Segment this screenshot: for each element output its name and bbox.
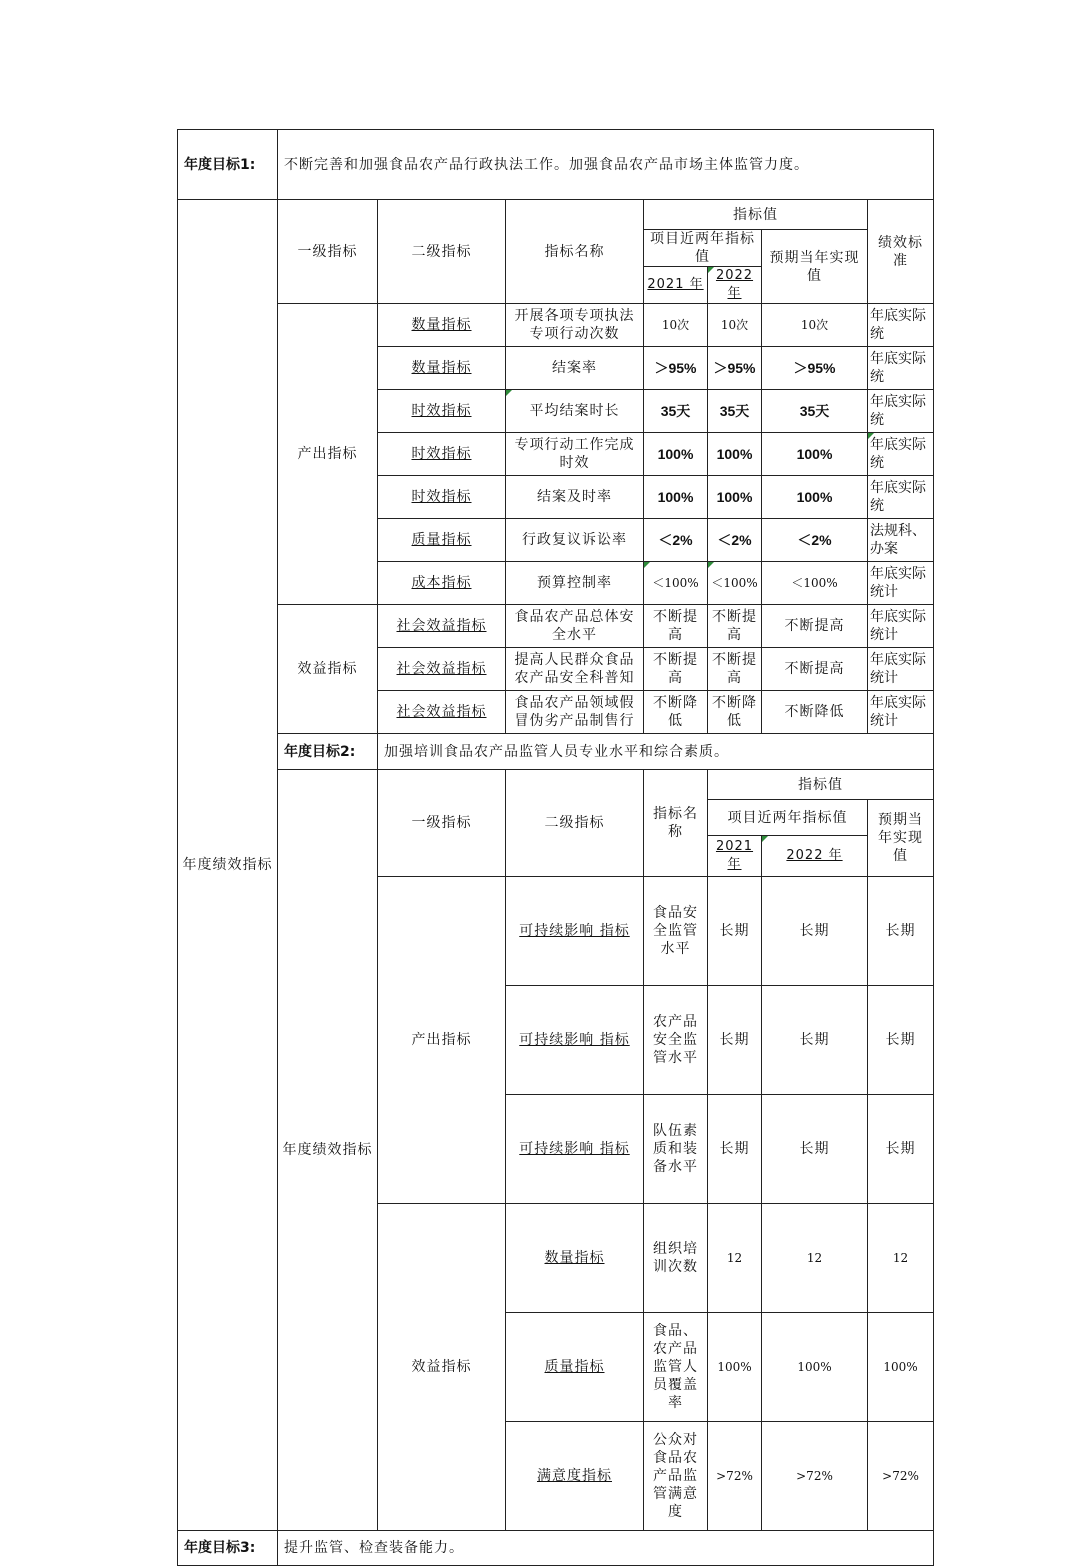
standard-cell: 法规科、办案 <box>868 519 934 562</box>
v2022-cell: 35天 <box>708 390 762 433</box>
block1-header-value: 指标值 <box>644 200 868 230</box>
block2-header-recent: 项目近两年指标值 <box>708 800 868 836</box>
name-cell: 专项行动工作完成时效 <box>506 433 644 476</box>
l2-cell: 可持续影响 指标 <box>506 877 644 986</box>
v2022-cell: 长期 <box>762 877 868 986</box>
l2-cell: 社会效益指标 <box>378 605 506 648</box>
name-cell: 结案及时率 <box>506 476 644 519</box>
block1-header-expected: 预期当年实现值 <box>762 230 868 304</box>
v2022-cell: 100% <box>762 1313 868 1422</box>
name-cell: 开展各项专项执法专项行动次数 <box>506 304 644 347</box>
expected-cell: 100% <box>868 1313 934 1422</box>
v2021-cell: 长期 <box>708 877 762 986</box>
standard-cell: 年底实际统计 <box>868 562 934 605</box>
goal-2-row <box>178 734 934 770</box>
name-cell: 食品农产品领域假冒伪劣产品制售行 <box>506 691 644 734</box>
name-cell: 公众对食品农产品监管满意度 <box>644 1422 708 1531</box>
block1-header-level1: 一级指标 <box>278 200 378 304</box>
performance-table <box>177 129 934 1566</box>
block1-header-row-1 <box>178 200 934 230</box>
v2021-cell: 100% <box>644 476 708 519</box>
name-cell: 提高人民群众食品农产品安全科普知 <box>506 648 644 691</box>
l2-cell: 时效指标 <box>378 433 506 476</box>
block1-section-label: 年度绩效指标 <box>178 200 278 1531</box>
table-row <box>178 304 934 347</box>
block2-header-2021: 2021 年 <box>708 836 762 877</box>
expected-cell: >72% <box>868 1422 934 1531</box>
block1-output-label: 产出指标 <box>278 304 378 605</box>
v2021-cell: 长期 <box>708 1095 762 1204</box>
expected-cell: 100% <box>762 476 868 519</box>
l2-cell: 质量指标 <box>506 1313 644 1422</box>
goal-1-text: 不断完善和加强食品农产品行政执法工作。加强食品农产品市场主体监管力度。 <box>278 130 934 200</box>
standard-cell: 年底实际统 <box>868 347 934 390</box>
standard-cell: 年底实际统 <box>868 390 934 433</box>
block2-header-name: 指标名称 <box>644 770 708 877</box>
goal-2-label: 年度目标2: <box>278 734 378 770</box>
v2021-cell: 不断提高 <box>644 648 708 691</box>
expected-cell: 长期 <box>868 1095 934 1204</box>
expected-cell: ＞95% <box>762 347 868 390</box>
v2021-cell: 10次 <box>644 304 708 347</box>
v2022-cell: 10次 <box>708 304 762 347</box>
goal-3-label: 年度目标3: <box>178 1531 278 1566</box>
block1-header-name: 指标名称 <box>506 200 644 304</box>
v2022-cell: 12 <box>762 1204 868 1313</box>
block2-header-level2: 二级指标 <box>506 770 644 877</box>
l2-cell: 质量指标 <box>378 519 506 562</box>
block1-header-recent: 项目近两年指标值 <box>644 230 762 267</box>
l2-cell: 时效指标 <box>378 390 506 433</box>
v2022-cell: 100% <box>708 476 762 519</box>
v2021-cell: 100% <box>708 1313 762 1422</box>
v2021-cell: 100% <box>644 433 708 476</box>
v2021-cell: ＜2% <box>644 519 708 562</box>
l2-cell: 成本指标 <box>378 562 506 605</box>
v2021-cell: 不断提高 <box>644 605 708 648</box>
goal-1-row <box>178 130 934 200</box>
l2-cell: 数量指标 <box>378 304 506 347</box>
l2-cell: 社会效益指标 <box>378 648 506 691</box>
standard-cell: 年底实际统 <box>868 433 934 476</box>
standard-cell: 年底实际统计 <box>868 691 934 734</box>
expected-cell: 不断提高 <box>762 605 868 648</box>
block2-output-label: 产出指标 <box>378 877 506 1204</box>
block2-header-2022: 2022 年 <box>762 836 868 877</box>
v2022-cell: ＜2% <box>708 519 762 562</box>
block1-header-level2: 二级指标 <box>378 200 506 304</box>
expected-cell: 12 <box>868 1204 934 1313</box>
name-cell: 结案率 <box>506 347 644 390</box>
goal-3-row <box>178 1531 934 1566</box>
block2-section-label: 年度绩效指标 <box>278 770 378 1531</box>
expected-cell: 长期 <box>868 986 934 1095</box>
l2-cell: 可持续影响 指标 <box>506 1095 644 1204</box>
l2-cell: 时效指标 <box>378 476 506 519</box>
v2021-cell: ＜100% <box>644 562 708 605</box>
expected-cell: 不断提高 <box>762 648 868 691</box>
name-cell: 平均结案时长 <box>506 390 644 433</box>
v2022-cell: ＞95% <box>708 347 762 390</box>
block2-benefit-label: 效益指标 <box>378 1204 506 1531</box>
v2021-cell: 35天 <box>644 390 708 433</box>
expected-cell: ＜100% <box>762 562 868 605</box>
block2-header-expected: 预期当年实现值 <box>868 800 934 877</box>
standard-cell: 年底实际统计 <box>868 648 934 691</box>
expected-cell: ＜2% <box>762 519 868 562</box>
v2022-cell: 不断提高 <box>708 648 762 691</box>
v2022-cell: 不断提高 <box>708 605 762 648</box>
v2021-cell: >72% <box>708 1422 762 1531</box>
name-cell: 行政复议诉讼率 <box>506 519 644 562</box>
block1-benefit-label: 效益指标 <box>278 605 378 734</box>
name-cell: 农产品安全监管水平 <box>644 986 708 1095</box>
v2021-cell: ＞95% <box>644 347 708 390</box>
block1-header-2021: 2021 年 <box>644 267 708 304</box>
expected-cell: 长期 <box>868 877 934 986</box>
v2022-cell: 长期 <box>762 1095 868 1204</box>
expected-cell: 35天 <box>762 390 868 433</box>
l2-cell: 数量指标 <box>378 347 506 390</box>
v2022-cell: 长期 <box>762 986 868 1095</box>
v2022-cell: 不断降低 <box>708 691 762 734</box>
v2022-cell: >72% <box>762 1422 868 1531</box>
block1-header-standard: 绩效标准 <box>868 200 934 304</box>
standard-cell: 年底实际统计 <box>868 605 934 648</box>
v2021-cell: 12 <box>708 1204 762 1313</box>
goal-1-label: 年度目标1: <box>178 130 278 200</box>
goal-3-text: 提升监管、检查装备能力。 <box>278 1531 934 1566</box>
name-cell: 食品安全监管水平 <box>644 877 708 986</box>
block2-header-level1: 一级指标 <box>378 770 506 877</box>
standard-cell: 年底实际统 <box>868 304 934 347</box>
v2022-cell: 100% <box>708 433 762 476</box>
name-cell: 食品农产品总体安全水平 <box>506 605 644 648</box>
expected-cell: 100% <box>762 433 868 476</box>
block2-header-row-1 <box>178 770 934 800</box>
standard-cell: 年底实际统 <box>868 476 934 519</box>
name-cell: 预算控制率 <box>506 562 644 605</box>
goal-2-text: 加强培训食品农产品监管人员专业水平和综合素质。 <box>378 734 934 770</box>
l2-cell: 满意度指标 <box>506 1422 644 1531</box>
expected-cell: 不断降低 <box>762 691 868 734</box>
name-cell: 组织培训次数 <box>644 1204 708 1313</box>
l2-cell: 可持续影响 指标 <box>506 986 644 1095</box>
l2-cell: 社会效益指标 <box>378 691 506 734</box>
name-cell: 食品、农产品监管人员覆盖率 <box>644 1313 708 1422</box>
block1-header-2022: 2022 年 <box>708 267 762 304</box>
v2021-cell: 不断降低 <box>644 691 708 734</box>
block2-header-value: 指标值 <box>708 770 934 800</box>
v2021-cell: 长期 <box>708 986 762 1095</box>
table-row <box>178 605 934 648</box>
v2022-cell: ＜100% <box>708 562 762 605</box>
l2-cell: 数量指标 <box>506 1204 644 1313</box>
name-cell: 队伍素质和装备水平 <box>644 1095 708 1204</box>
expected-cell: 10次 <box>762 304 868 347</box>
